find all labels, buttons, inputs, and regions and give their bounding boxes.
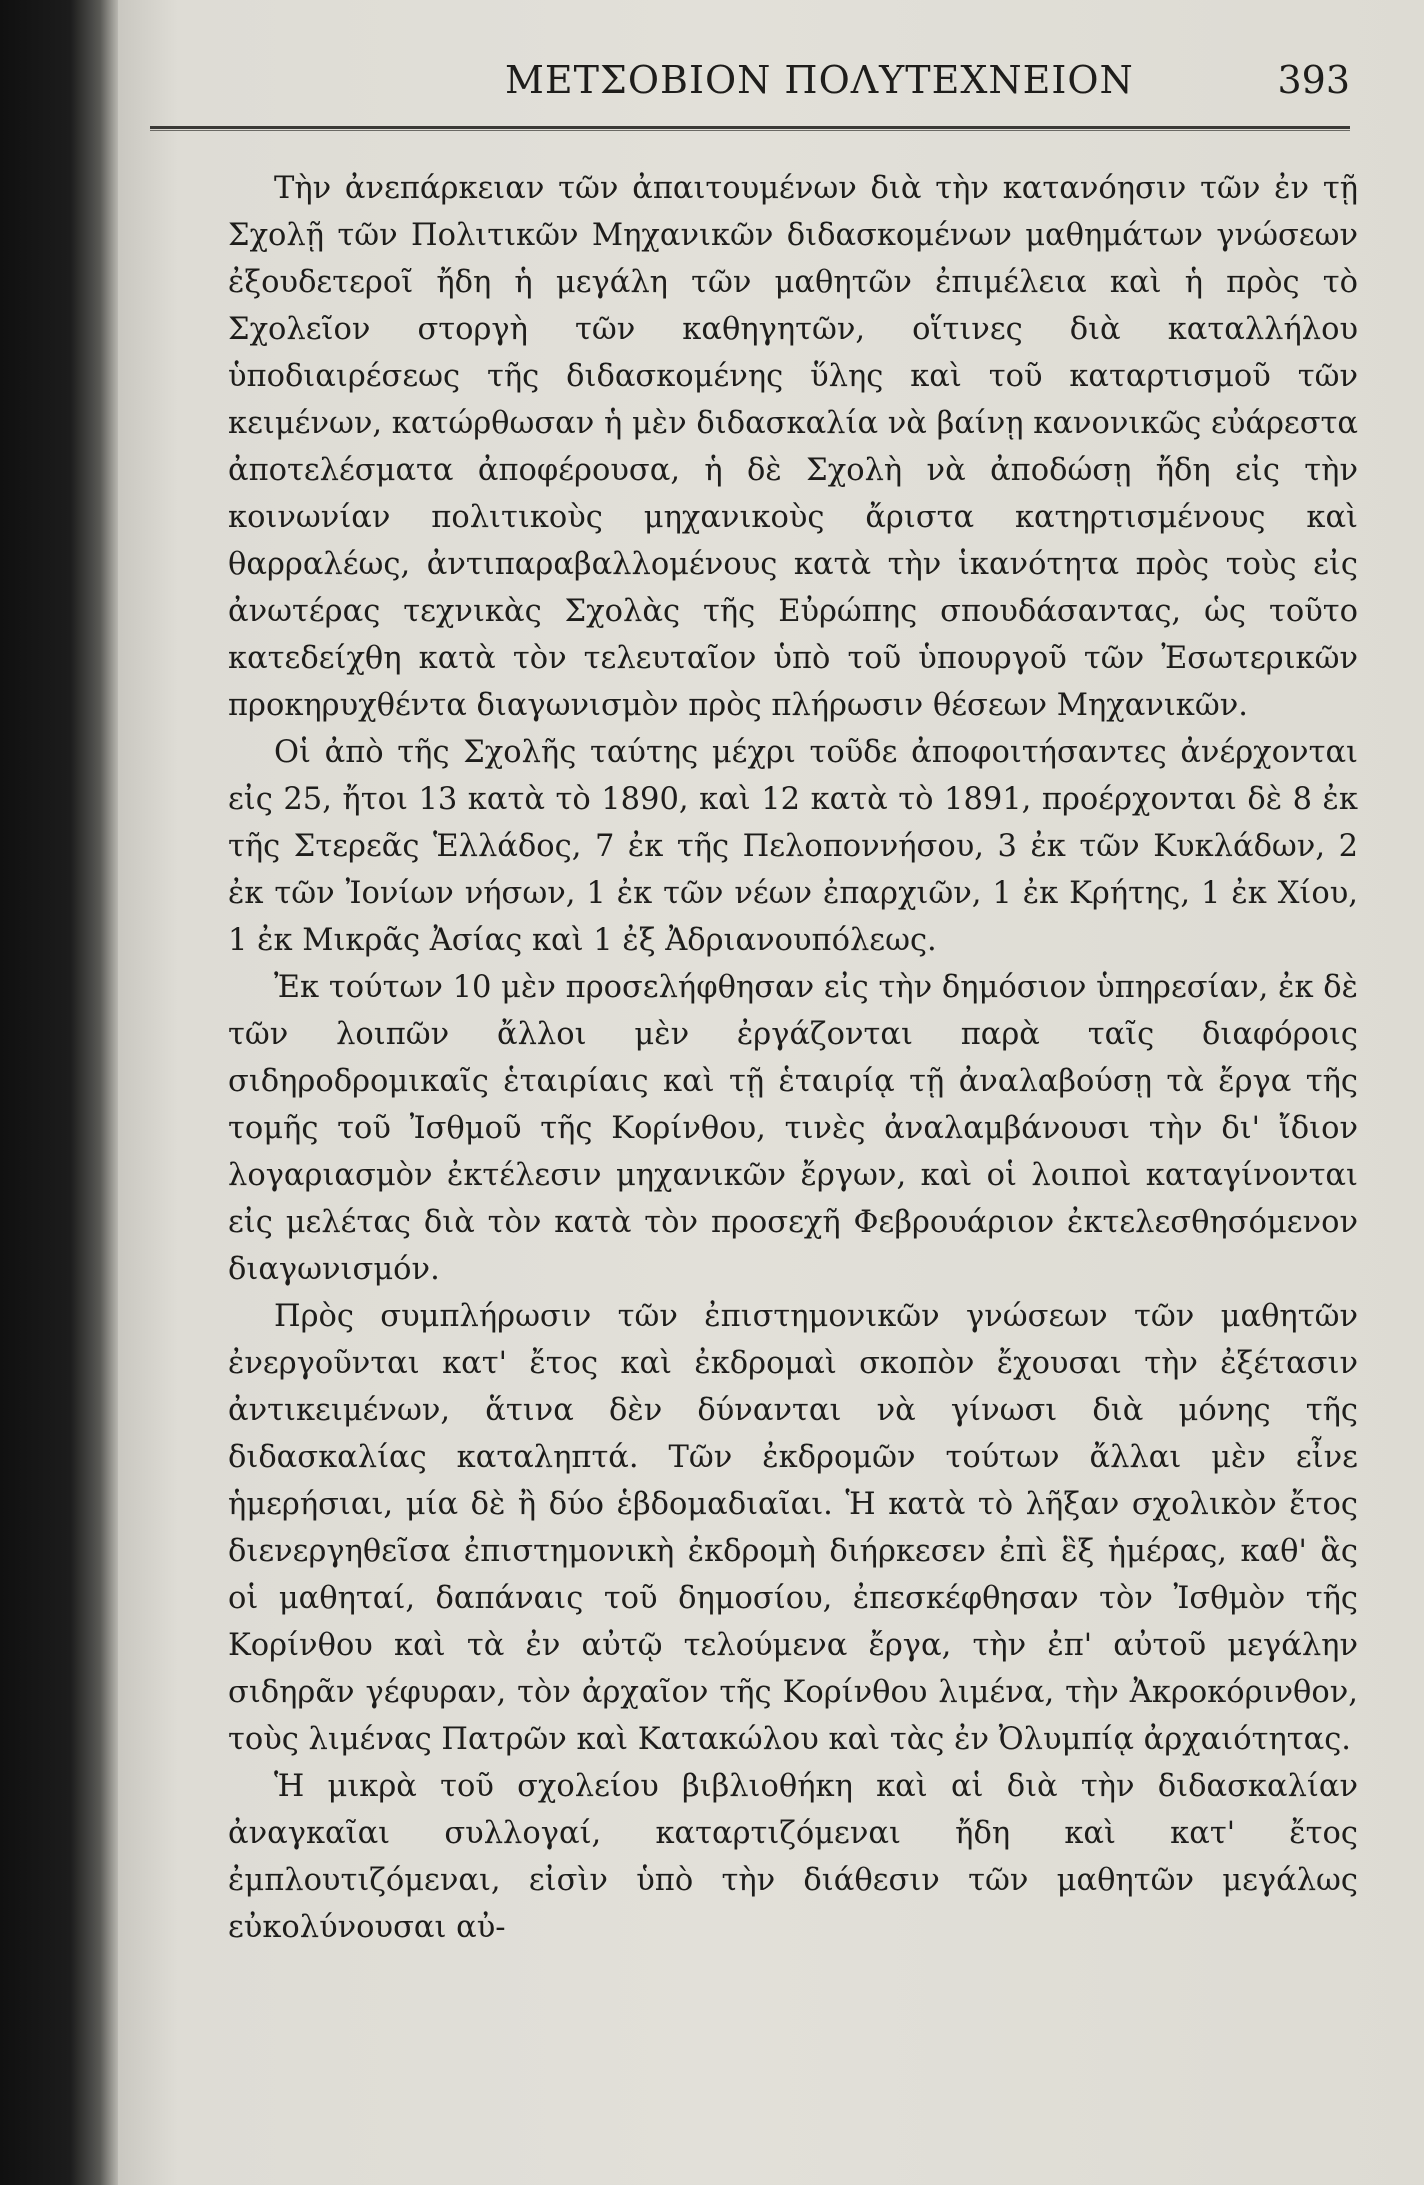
paragraph: Πρὸς συμπλήρωσιν τῶν ἐπιστημονικῶν γνώσεων τῶν μαθητῶν ἐνεργοῦνται κατ' ἔτος καὶ ἐκδρομαὶ σκοπὸν ἔχουσαι τὴν ἐξέτασιν ἀντικειμένων, ἅτινα δὲν δύνανται νὰ γίνωσι διὰ μόνης τῆς διδασκαλίας καταληπτά. Τῶν ἐκδρομῶν τούτων ἄλλαι μὲν εἶνε ἡμερήσιαι, μία δὲ ἢ δύο ἑβδομαδιαῖαι. Ἡ κατὰ τὸ λῆξαν σχολικὸν ἔτος διενεργηθεῖσα ἐπιστημονικὴ ἐκδρομὴ διήρκεσεν ἐπὶ ἓξ ἡμέρας, καθ' ἃς οἱ μαθηταί, δαπάναις τοῦ δημοσίου, ἐπεσκέφθησαν τὸν Ἰσθμὸν τῆς Κορίνθου καὶ τὰ ἐν αὐτῷ τελούμενα ἔργα, τὴν ἐπ' αὐτοῦ μεγάλην σιδηρᾶν γέφυραν, τὸν ἀρχαῖον τῆς Κορίνθου λιμένα, τὴν Ἀκροκόρινθον, τοὺς λιμένας Πατρῶν καὶ Κατακώλου καὶ τὰς ἐν Ὀλυμπίᾳ ἀρχαιότητας. (228, 1299, 1358, 1757)
page-header (150, 58, 1350, 118)
paragraph: Ἡ μικρὰ τοῦ σχολείου βιβλιοθήκη καὶ αἱ διὰ τὴν διδασκαλίαν ἀναγκαῖαι συλλογαί, καταρτιζόμεναι ἤδη καὶ κατ' ἔτος ἐμπλουτιζόμεναι, εἰσὶν ὑπὸ τὴν διάθεσιν τῶν μαθητῶν μεγάλως εὐκολύνουσαι αὐ- (228, 1769, 1358, 1945)
book-binding-gutter (0, 0, 118, 2185)
paragraph: Ἐκ τούτων 10 μὲν προσελήφθησαν εἰς τὴν δημόσιον ὑπηρεσίαν, ἐκ δὲ τῶν λοιπῶν ἄλλοι μὲν ἐργάζονται παρὰ ταῖς διαφόροις σιδηροδρομικαῖς ἑταιρίαις καὶ τῇ ἑταιρίᾳ τῇ ἀναλαβούσῃ τὰ ἔργα τῆς τομῆς τοῦ Ἰσθμοῦ τῆς Κορίνθου, τινὲς ἀναλαμβάνουσι τὴν δι' ἴδιον λογαριασμὸν ἐκτέλεσιν μηχανικῶν ἔργων, καὶ οἱ λοιποὶ καταγίνονται εἰς μελέτας διὰ τὸν κατὰ τὸν προσεχῆ Φεβρουάριον ἐκτελεσθησόμενον διαγωνισμόν. (228, 970, 1358, 1287)
paragraph: Οἱ ἀπὸ τῆς Σχολῆς ταύτης μέχρι τοῦδε ἀποφοιτήσαντες ἀνέρχονται εἰς 25, ἤτοι 13 κατὰ τὸ 1890, καὶ 12 κατὰ τὸ 1891, προέρχονται δὲ 8 ἐκ τῆς Στερεᾶς Ἑλλάδος, 7 ἐκ τῆς Πελοποννήσου, 3 ἐκ τῶν Κυκλάδων, 2 ἐκ τῶν Ἰονίων νήσων, 1 ἐκ τῶν νέων ἐπαρχιῶν, 1 ἐκ Κρήτης, 1 ἐκ Χίου, 1 ἐκ Μικρᾶς Ἀσίας καὶ 1 ἐξ Ἀδριανουπόλεως. (228, 735, 1358, 958)
header-rule-thin (150, 130, 1350, 131)
paragraph: Τὴν ἀνεπάρκειαν τῶν ἀπαιτουμένων διὰ τὴν κατανόησιν τῶν ἐν τῇ Σχολῇ τῶν Πολιτικῶν Μηχανικῶν διδασκομένων μαθημάτων γνώσεων ἐξουδετεροῖ ἤδη ἡ μεγάλη τῶν μαθητῶν ἐπιμέλεια καὶ ἡ πρὸς τὸ Σχολεῖον στοργὴ τῶν καθηγητῶν, οἵτινες διὰ καταλλήλου ὑποδιαιρέσεως τῆς διδασκομένης ὕλης καὶ τοῦ καταρτισμοῦ τῶν κειμένων, κατώρθωσαν ἡ μὲν διδασκαλία νὰ βαίνῃ κανονικῶς εὐάρεστα ἀποτελέσματα ἀποφέρουσα, ἡ δὲ Σχολὴ νὰ ἀποδώσῃ ἤδη εἰς τὴν κοινωνίαν πολιτικοὺς μηχανικοὺς ἄριστα κατηρτισμένους καὶ θαρραλέως, ἀντιπαραβαλλομένους κατὰ τὴν ἱκανότητα πρὸς τοὺς εἰς ἀνωτέρας τεχνικὰς Σχολὰς τῆς Εὐρώπης σπουδάσαντας, ὡς τοῦτο κατεδείχθη κατὰ τὸν τελευταῖον ὑπὸ τοῦ ὑπουργοῦ τῶν Ἐσωτερικῶν προκηρυχθέντα διαγωνισμὸν πρὸς πλήρωσιν θέσεων Μηχανικῶν. (228, 171, 1359, 723)
header-rule (150, 126, 1350, 129)
page-number: 393 (1277, 58, 1350, 102)
running-title: ΜΕΤΣΟΒΙΟΝ ΠΟΛΥΤΕΧΝΕΙΟΝ (505, 58, 1134, 102)
body-text (228, 165, 1358, 1951)
